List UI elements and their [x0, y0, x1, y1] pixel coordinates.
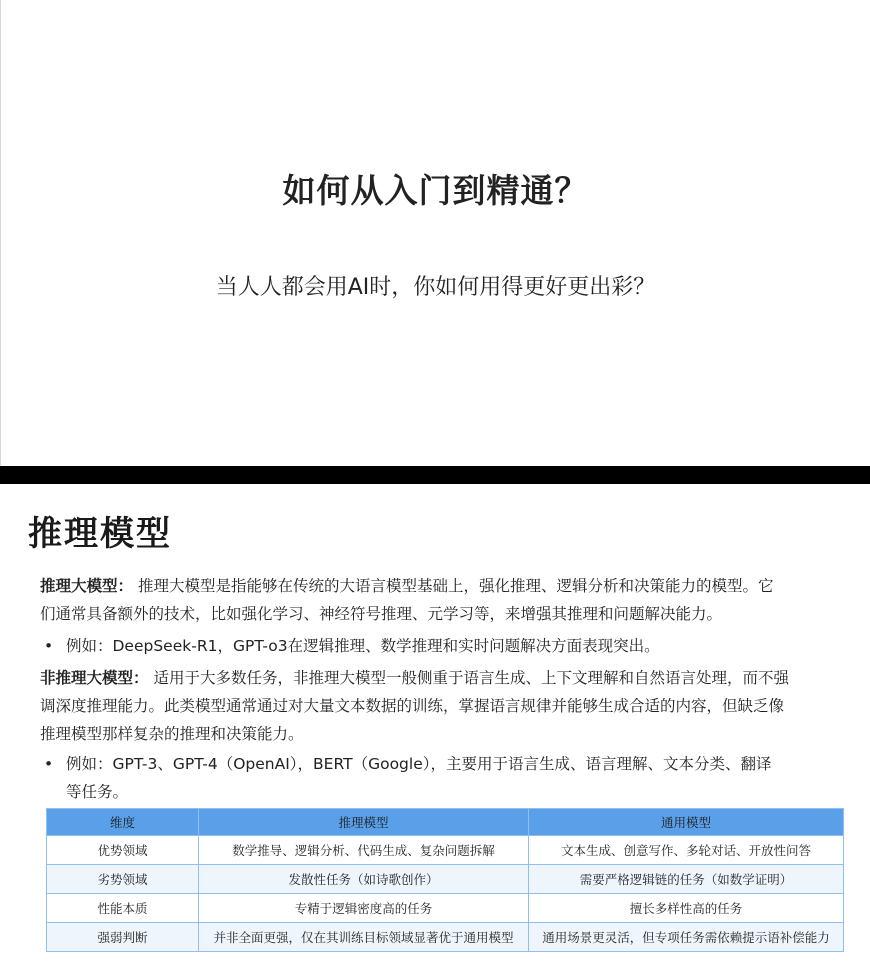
table-cell: 通用场景更灵活，但专项任务需依赖提示语补偿能力: [529, 923, 844, 952]
slide-divider: [0, 466, 870, 484]
table-row: [47, 836, 844, 865]
table-cell: 擅长多样性高的任务: [529, 894, 844, 923]
table-cell: 优势领域: [47, 836, 199, 865]
non-reasoning-example: [40, 750, 846, 806]
table-row: [47, 865, 844, 894]
table-row: [47, 894, 844, 923]
non-reasoning-example-line2: 等任务。: [66, 783, 129, 801]
non-reasoning-text-line2: 调深度推理能力。此类模型通常通过对大量文本数据的训练，掌握语言规律并能够生成合适的内容，但缺乏像: [40, 697, 785, 715]
slide-title: 如何从入门到精通？: [282, 171, 589, 210]
bullet-icon: •: [44, 637, 54, 655]
header-general-model: 通用模型: [529, 809, 844, 836]
header-reasoning-model: 推理模型: [199, 809, 529, 836]
reasoning-example-text: 例如：DeepSeek-R1，GPT-o3在逻辑推理、数学推理和实时问题解决方面表现突出。: [66, 637, 660, 655]
table-header-row: [47, 809, 844, 836]
table-cell: 强弱判断: [47, 923, 199, 952]
reasoning-label: 推理大模型：: [40, 577, 134, 595]
slide-subtitle: 当人人都会用AI时，你如何用得更好更出彩？: [215, 275, 656, 300]
non-reasoning-text-line3: 推理模型那样复杂的推理和决策能力。: [40, 725, 304, 743]
reasoning-text-line1: 推理大模型是指能够在传统的大语言模型基础上，强化推理、逻辑分析和决策能力的模型。它: [137, 577, 774, 595]
non-reasoning-example-line1: 例如：GPT-3、GPT-4（OpenAI），BERT（Google），主要用于语言生成、语言理解、文本分类、翻译: [66, 755, 772, 773]
non-reasoning-label: 非推理大模型：: [40, 669, 149, 687]
reasoning-example: [40, 632, 846, 660]
non-reasoning-text-line1: 适用于大多数任务，非推理大模型一般侧重于语言生成、上下文理解和自然语言处理，而不强: [153, 669, 789, 687]
comparison-table: [46, 808, 844, 952]
reasoning-definition: [40, 572, 846, 628]
table-cell: 并非全面更强，仅在其训练目标领域显著优于通用模型: [199, 923, 529, 952]
section-title: 推理模型: [28, 514, 172, 554]
non-reasoning-definition: [40, 664, 846, 748]
table-cell: 发散性任务（如诗歌创作）: [199, 865, 529, 894]
table-cell: 劣势领域: [47, 865, 199, 894]
table-row: [47, 923, 844, 952]
reasoning-model-slide: [0, 484, 870, 970]
table-cell: 性能本质: [47, 894, 199, 923]
table-cell: 专精于逻辑密度高的任务: [199, 894, 529, 923]
title-slide: [0, 0, 870, 466]
table-cell: 需要严格逻辑链的任务（如数学证明）: [529, 865, 844, 894]
reasoning-text-line2: 们通常具备额外的技术，比如强化学习、神经符号推理、元学习等，来增强其推理和问题解决能力。: [40, 605, 723, 623]
table-cell: 文本生成、创意写作、多轮对话、开放性问答: [529, 836, 844, 865]
header-dimension: 维度: [47, 809, 199, 836]
table-cell: 数学推导、逻辑分析、代码生成、复杂问题拆解: [199, 836, 529, 865]
bullet-icon: •: [44, 755, 54, 773]
